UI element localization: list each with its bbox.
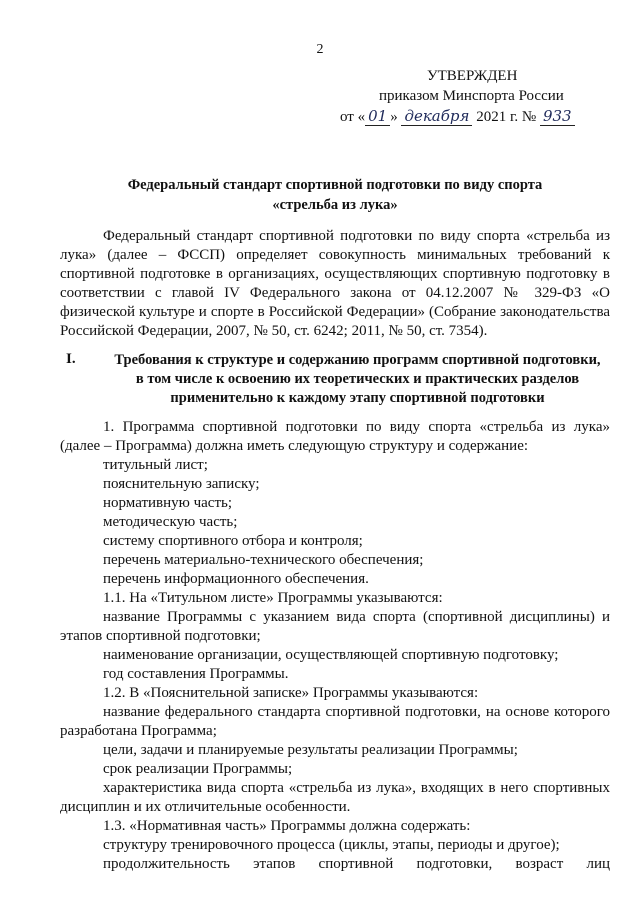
- list-item: структуру тренировочного процесса (циклы, этапы, периоды и другое);: [103, 837, 560, 853]
- list-item: систему спортивного отбора и контроля;: [103, 533, 363, 549]
- list-item: год составления Программы.: [103, 666, 289, 682]
- list-item: методическую часть;: [103, 514, 238, 530]
- approval-order: приказом Минспорта России: [379, 88, 564, 104]
- approval-from: от «: [340, 109, 366, 125]
- list-item: цели, задачи и планируемые результаты реализации Программы;: [103, 742, 518, 758]
- list-item: название федерального стандарта спортивной подготовки, на основе которого разработана Программа;: [60, 704, 610, 739]
- paragraph-1-1: 1.1. На «Титульном листе» Программы указываются:: [103, 590, 443, 606]
- approval-quote: »: [390, 109, 398, 125]
- list-item: наименование организации, осуществляющей спортивную подготовку;: [103, 647, 559, 663]
- title-line-2: «стрельба из лука»: [272, 197, 398, 213]
- paragraph-1: 1. Программа спортивной подготовки по виду спорта «стрельба из лука» (далее – Программа) должна иметь следующую структуру и содержание:: [60, 419, 610, 454]
- list-item: срок реализации Программы;: [103, 761, 293, 777]
- list-item: название Программы с указанием вида спорта (спортивной дисциплины) и этапов спортивной подготовки;: [60, 609, 610, 644]
- page-number: 2: [316, 42, 324, 57]
- section-heading-line-2: в том числе к освоению их теоретических и практических разделов: [135, 371, 580, 387]
- approval-stamp: [340, 66, 602, 127]
- list-item: пояснительную записку;: [103, 476, 260, 492]
- paragraph-1-3: 1.3. «Нормативная часть» Программы должна содержать:: [103, 818, 471, 834]
- list-item: перечень материально-технического обеспечения;: [103, 552, 424, 568]
- section-heading-line-1: Требования к структуре и содержанию программ спортивной подготовки,: [114, 352, 601, 368]
- title-line-1: Федеральный стандарт спортивной подготовки по виду спорта: [127, 177, 543, 193]
- paragraph-1-2: 1.2. В «Пояснительной записке» Программы указываются:: [103, 685, 479, 701]
- body-content: [60, 418, 610, 874]
- section-heading: [100, 351, 615, 408]
- approval-month: декабря: [401, 107, 472, 126]
- intro-text: Федеральный стандарт спортивной подготовки по виду спорта «стрельба из лука» (далее – ФССП) определяет совокупность минимальных требований к спортивной подготовке в организациях, осуществляющих спортивную подготовку в соответствии с главой IV Федерального закона от 04.12.2007 № 329-ФЗ «О физической культуре и спорте в Российской Федерации» (Собрание законодательства Российской Федерации, 2007, № 50, ст. 6242; 2011, № 50, ст. 7354).: [60, 228, 610, 339]
- approval-number: 933: [540, 107, 575, 126]
- list-item: характеристика вида спорта «стрельба из лука», входящих в него спортивных дисциплин и их отличительные особенности.: [60, 780, 610, 815]
- list-item: титульный лист;: [103, 457, 208, 473]
- list-item: продолжительность этапов спортивной подготовки, возраст лиц: [103, 856, 610, 872]
- approval-year: 2021 г. №: [476, 109, 537, 125]
- approval-day: 01: [365, 107, 390, 126]
- approval-heading: УТВЕРЖДЕН: [427, 68, 518, 84]
- list-item: перечень информационного обеспечения.: [103, 571, 369, 587]
- intro-paragraph: [60, 227, 610, 341]
- section-number: I.: [66, 351, 76, 367]
- list-item: нормативную часть;: [103, 495, 233, 511]
- approval-date-line: [340, 106, 602, 127]
- section-heading-line-3: применительно к каждому этапу спортивной подготовки: [170, 390, 545, 406]
- document-title: [60, 175, 610, 215]
